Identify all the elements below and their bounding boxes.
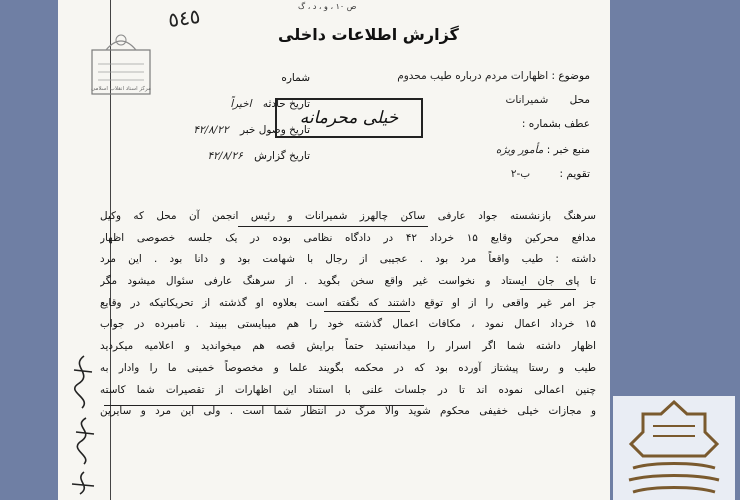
archive-stamp xyxy=(84,30,158,100)
field-label: منبع خبر xyxy=(553,144,590,156)
field-label: موضوع xyxy=(558,70,590,82)
field-value: اخیراً xyxy=(230,98,252,110)
document-page xyxy=(58,0,610,500)
field-label: تاریخ وصول خبر xyxy=(239,124,310,136)
body-line: و مجازات خیلی خفیفی محکوم شوید والا مرگ در انتظار شما است . ولی این مرد و سایرین xyxy=(100,405,596,418)
field-label: تاریخ حادثه xyxy=(262,98,310,110)
field-value: مأمور ویژه xyxy=(495,144,544,156)
field-report-date xyxy=(208,150,310,162)
field-label: تاریخ گزارش xyxy=(254,150,310,162)
field-value: ۴۲/۸/۲۶ xyxy=(207,150,243,162)
body-line: داشته : طیب واقعاً مرد بود . عجیبی از رجال با شهامت بود و دانا بود . این مرد xyxy=(100,253,596,266)
archive-logo xyxy=(613,396,735,500)
handwritten-underline xyxy=(238,226,428,227)
stamp-caption: مرکز اسناد انقلاب اسلامی xyxy=(90,86,152,92)
body-line: چنین اعمالی نموده اند تا در جلسات علنی با استناد این اظهارات از تقصیرات شما کاسته xyxy=(100,383,596,396)
field-label: عطف بشماره xyxy=(528,118,590,130)
field-label: شماره xyxy=(281,72,310,84)
field-number xyxy=(281,72,310,84)
handwritten-underline xyxy=(324,311,410,312)
report-body xyxy=(100,206,596,423)
body-line: جز امر غیر واقعی را از او توقع داشتند که نگفته است بعلاوه او گذشته از تحریکاتیکه در وقایع xyxy=(100,296,596,309)
handwritten-underline xyxy=(104,405,424,406)
field-label: تقویم xyxy=(566,168,590,180)
body-line: سرهنگ بازنشسته جواد عارفی ساکن چالهرز شمیرانات و رئیس انجمن آن محل که وکیل xyxy=(100,210,596,222)
field-rating: تقویم : ب-۲ xyxy=(510,168,590,180)
handwritten-underline xyxy=(520,289,576,290)
field-subject: موضوع : اظهارات مردم درباره طیب محدوم xyxy=(397,70,590,82)
field-value: شمیرانات xyxy=(505,94,549,106)
field-value: ۴۲/۸/۲۲ xyxy=(193,124,229,136)
field-value: ب-۲ xyxy=(510,168,531,180)
body-line: اظهار داشته شما اگر اسرار را میدانستید حتماً برایش قصه هم میخواندید و اعلامیه میکردید xyxy=(100,340,596,353)
top-code: ص ۱۰ ، و ، د ، گ xyxy=(298,2,357,11)
field-label: محل xyxy=(569,94,590,106)
field-reference: عطف بشماره : xyxy=(521,118,590,130)
body-line: تا پای جان ایستاد و نخواست غیر واقع سخن بگوید . از سرهنگ عارفی سئوال میشود مگر xyxy=(100,275,596,288)
body-line: ۱۵ خرداد اعمال نمود ، مکافات اعمال گذشته خود را هم میبایستی ببیند . نامبرده در جواب xyxy=(100,318,596,331)
body-line: مدافع محرکین وقایع ۱۵ خرداد ۴۲ در دادگاه نظامی بوده در یک جلسه خصوصی اظهار xyxy=(100,231,596,244)
classification-stamp: خیلی محرمانه xyxy=(275,98,423,138)
document-number: ٥٤٥ xyxy=(166,3,202,33)
document-title: گزارش اطلاعات داخلی xyxy=(278,25,459,44)
handwritten-margin-note xyxy=(62,352,106,500)
body-line: طیب و رستا پیشتاز آورده بود که در محکمه بگویند علما و مخصوصاً خمینی ما را وادار به xyxy=(100,361,596,374)
field-source: منبع خبر : مأمور ویژه xyxy=(495,144,590,156)
field-location xyxy=(506,94,590,106)
field-value: اظهارات مردم درباره طیب محدوم xyxy=(397,70,549,82)
